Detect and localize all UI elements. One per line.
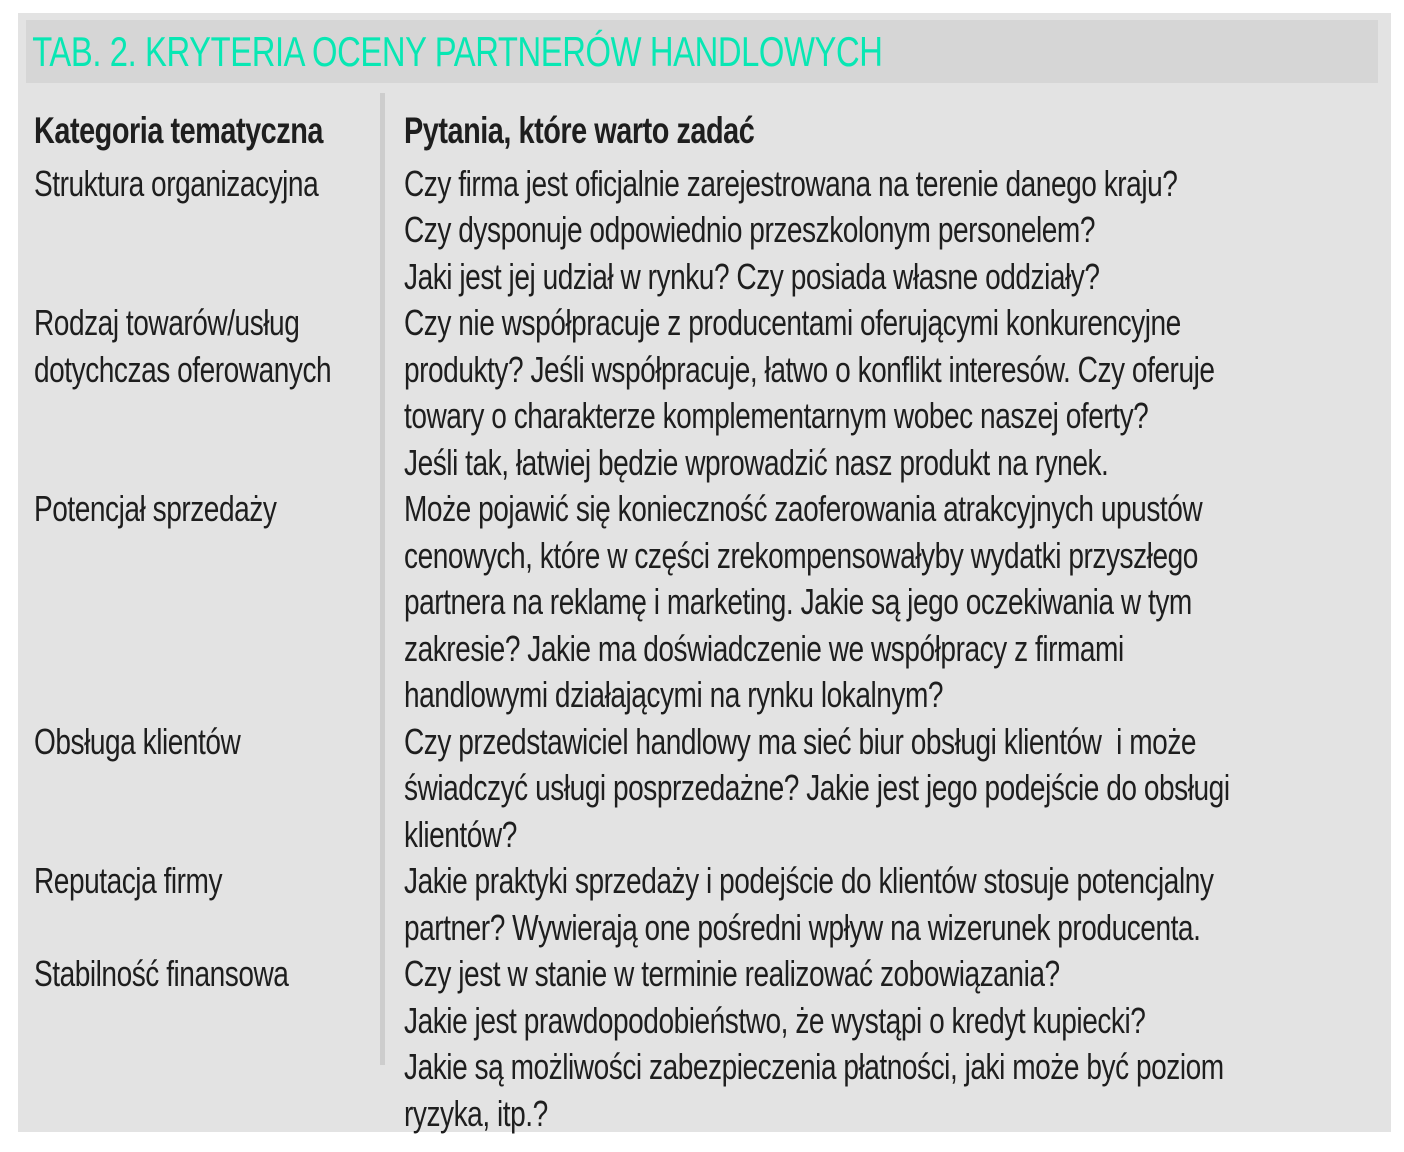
table-body xyxy=(34,161,1381,1138)
table-row xyxy=(34,486,1381,719)
text-line: partnera na reklamę i marketing. Jakie są jego oczekiwania w tym xyxy=(404,581,1192,622)
text-line: Jakie są możliwości zabezpieczenia płatności, jaki może być poziom xyxy=(404,1046,1224,1087)
table-row xyxy=(34,951,1381,1137)
category-cell xyxy=(34,300,404,486)
category-header-cell xyxy=(34,108,404,155)
table-row xyxy=(34,858,1381,951)
text-line: klientów? xyxy=(404,813,517,855)
text-line: Reputacja firmy xyxy=(34,860,223,901)
questions-cell xyxy=(404,719,1381,859)
table-row xyxy=(34,719,1381,859)
questions-cell xyxy=(404,486,1381,719)
category-cell xyxy=(34,858,404,951)
table-content xyxy=(34,108,1381,1137)
text-line: Może pojawić się konieczność zaoferowania atrakcyjnych upustów xyxy=(404,488,1203,529)
text-line: Jaki jest jej udział w rynku? Czy posiada własne oddziały? xyxy=(404,255,1100,297)
text-line: świadczyć usługi posprzedażne? Jakie jest jego podejście do obsługi xyxy=(404,767,1230,808)
column-header-category: Kategoria tematyczna xyxy=(34,110,323,151)
text-line: partner? Wywierają one pośredni wpływ na wizerunek producenta. xyxy=(404,906,1201,948)
text-line: ryzyka, itp.? xyxy=(404,1092,548,1134)
text-line: Czy firma jest oficjalnie zarejestrowana na terenie danego kraju? xyxy=(404,162,1178,204)
text-line: dotychczas oferowanych xyxy=(34,348,332,390)
text-line: handlowymi działającymi na rynku lokalnym? xyxy=(404,674,944,715)
table-title: TAB. 2. KRYTERIA OCENY PARTNERÓW HANDLOWYCH xyxy=(32,27,883,75)
text-line: cenowych, które w części zrekompensowałyby wydatki przyszłego xyxy=(404,534,1198,576)
text-line: Czy jest w stanie w terminie realizować zobowiązania? xyxy=(404,953,1060,994)
text-line: towary o charakterze komplementarnym wobec naszej oferty? xyxy=(404,395,1149,436)
text-line: Czy dysponuje odpowiednio przeszkolonym personelem? xyxy=(404,209,1096,250)
table-row xyxy=(34,161,1381,301)
text-line: Struktura organizacyjna xyxy=(34,162,319,204)
evaluation-criteria-table xyxy=(18,13,1391,1132)
table-row xyxy=(34,300,1381,486)
category-cell xyxy=(34,951,404,1137)
text-line: Jakie jest prawdopodobieństwo, że wystąpi o kredyt kupiecki? xyxy=(404,999,1146,1041)
header-row xyxy=(34,108,1381,155)
category-cell xyxy=(34,719,404,859)
table-title-bar xyxy=(26,20,1378,83)
text-line: produkty? Jeśli współpracuje, łatwo o konflikt interesów. Czy oferuje xyxy=(404,348,1215,390)
text-line: Czy nie współpracuje z producentami oferującymi konkurencyjne xyxy=(404,302,1181,343)
column-header-questions: Pytania, które warto zadać xyxy=(404,110,755,151)
questions-cell xyxy=(404,951,1381,1137)
text-line: Rodzaj towarów/usług xyxy=(34,302,300,343)
text-line: Jeśli tak, łatwiej będzie wprowadzić nasz produkt na rynek. xyxy=(404,441,1109,483)
category-cell xyxy=(34,486,404,719)
text-line: Stabilność finansowa xyxy=(34,953,289,994)
text-line: Czy przedstawiciel handlowy ma sieć biur obsługi klientów i może xyxy=(404,720,1197,762)
questions-cell xyxy=(404,161,1381,301)
text-line: Potencjał sprzedaży xyxy=(34,488,277,529)
text-line: zakresie? Jakie ma doświadczenie we współpracy z firmami xyxy=(404,627,1124,669)
questions-header-cell xyxy=(404,108,1381,155)
text-line: Obsługa klientów xyxy=(34,720,241,762)
questions-cell xyxy=(404,858,1381,951)
category-cell xyxy=(34,161,404,301)
questions-cell xyxy=(404,300,1381,486)
text-line: Jakie praktyki sprzedaży i podejście do klientów stosuje potencjalny xyxy=(404,860,1214,901)
